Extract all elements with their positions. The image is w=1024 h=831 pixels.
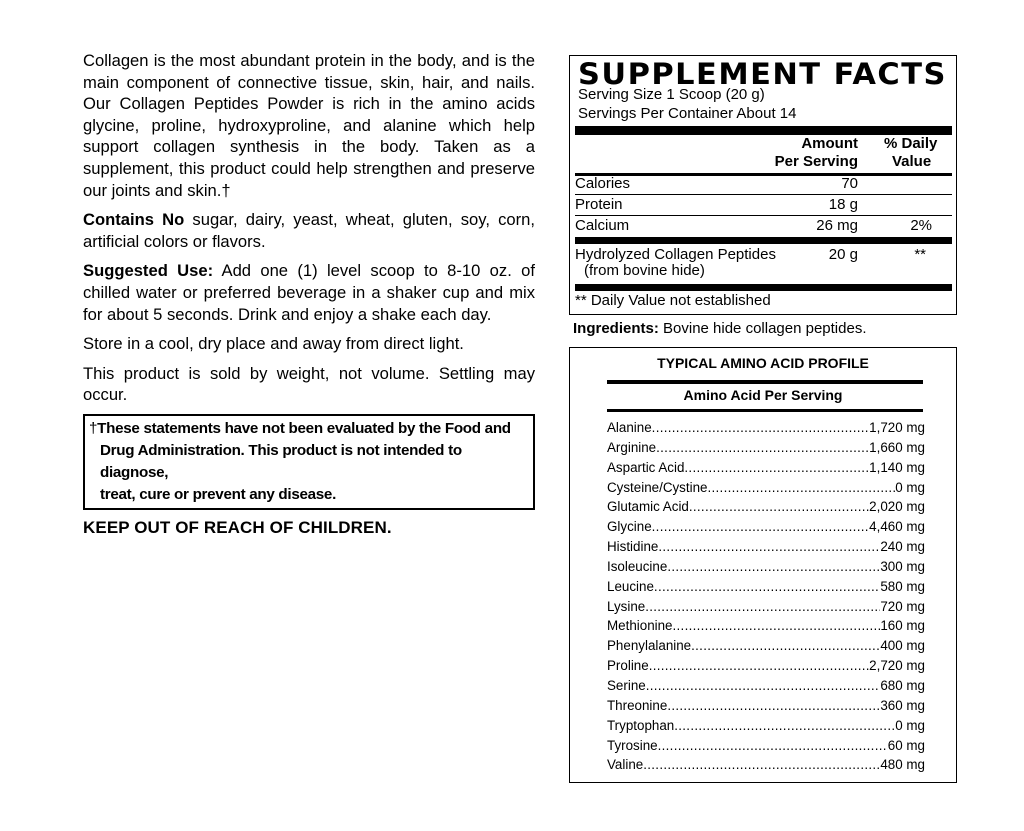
amino-acid-row	[607, 559, 925, 579]
amino-acid-value: 680 mg	[880, 677, 925, 693]
amino-acid-value: 720 mg	[880, 598, 925, 614]
row-divider	[575, 194, 952, 195]
amino-acid-name: Tyrosine	[607, 737, 658, 753]
amino-acid-name: Lysine	[607, 598, 646, 614]
dot-leader	[707, 480, 895, 495]
amino-acid-row	[607, 420, 925, 440]
amino-acid-list	[607, 420, 925, 777]
collagen-dv: **	[914, 246, 926, 263]
dot-leader	[645, 599, 880, 614]
amino-acid-value: 360 mg	[880, 697, 925, 713]
amino-acid-value: 1,140 mg	[869, 459, 925, 475]
disclaimer-line-3: treat, cure or prevent any disease.	[100, 485, 336, 503]
dot-leader	[649, 658, 869, 673]
dot-leader	[652, 420, 869, 435]
dot-leader	[689, 499, 869, 514]
amino-acid-name: Valine	[607, 757, 644, 773]
amino-acid-row	[607, 499, 925, 519]
dot-leader	[646, 678, 881, 693]
amino-divider-bottom	[607, 409, 923, 412]
dot-leader	[658, 539, 880, 554]
amount-header-line-2: Per Serving	[774, 153, 858, 170]
fda-disclaimer-box	[83, 414, 535, 510]
weight-note-paragraph: This product is sold by weight, not volume. Settling may occur.	[83, 363, 535, 405]
suggested-use-label: Suggested Use:	[83, 261, 214, 281]
daily-value-footnote: ** Daily Value not established	[575, 292, 771, 309]
contains-text: sugar, dairy, yeast, wheat, gluten, soy, corn, artificial colors or flavors.	[83, 210, 535, 251]
suggested-use-paragraph	[83, 260, 535, 325]
intro-paragraph: Collagen is the most abundant protein in the body, and is the main component of connective tissue, skin, hair, and nails. Our Collagen Peptides Powder is rich in the amino acids glycine, proline, hydroxyproline, and alanine which help support collagen synthesis in the body. Taken as a supplement, this product could help strengthen and preserve our joints and skin.†	[83, 51, 535, 200]
contains-paragraph	[83, 209, 535, 252]
dot-leader	[643, 757, 880, 772]
amino-acid-row	[607, 638, 925, 658]
amino-acid-name: Methionine	[607, 618, 673, 634]
amino-acid-name: Isoleucine	[607, 558, 668, 574]
ingredients-text: Bovine hide collagen peptides.	[658, 320, 867, 337]
dot-leader	[673, 618, 881, 633]
collagen-name-line-2: (from bovine hide)	[584, 262, 705, 279]
amino-acid-value: 160 mg	[880, 618, 925, 634]
row-calories-name: Calories	[575, 175, 631, 192]
amino-acid-value: 580 mg	[880, 578, 925, 594]
amino-divider-top	[607, 380, 923, 384]
amino-acid-name: Proline	[607, 658, 649, 674]
amino-acid-row	[607, 658, 925, 678]
amino-acid-row	[607, 678, 925, 698]
amino-acid-value: 300 mg	[880, 558, 925, 574]
dot-leader	[691, 638, 880, 653]
amino-acid-name: Alanine	[607, 420, 652, 435]
contains-label: Contains No	[83, 210, 185, 230]
amino-acid-name: Threonine	[607, 697, 668, 713]
collagen-amount: 20 g	[828, 246, 858, 263]
row-calcium-dv: 2%	[910, 217, 932, 234]
row-divider	[575, 215, 952, 216]
daily-value-header-line-1: % Daily	[884, 135, 938, 152]
amino-acid-value: 0 mg	[895, 479, 925, 495]
amino-acid-value: 0 mg	[895, 717, 925, 733]
thick-divider-bottom	[575, 284, 952, 291]
amino-acid-row	[607, 440, 925, 460]
amino-acid-name: Leucine	[607, 578, 654, 594]
amino-acid-value: 1,660 mg	[869, 439, 925, 455]
serving-size: Serving Size 1 Scoop (20 g)	[578, 86, 765, 103]
daily-value-header-line-2: Value	[892, 153, 932, 170]
amount-header-line-1: Amount	[801, 135, 858, 152]
amino-acid-value: 4,460 mg	[869, 519, 925, 535]
row-protein-amount: 18 g	[828, 196, 858, 213]
amino-acid-name: Glycine	[607, 519, 652, 535]
suggested-use-text: Add one (1) level scoop to 8-10 oz. of chilled water or preferred beverage in a shaker cup and mix for about 5 seconds. Drink and enjoy a shake each day.	[83, 261, 535, 324]
dot-leader	[656, 440, 869, 455]
amino-acid-name: Serine	[607, 677, 646, 693]
dot-leader	[674, 718, 895, 733]
supplement-facts-title: SUPPLEMENT FACTS	[578, 57, 947, 91]
dot-leader	[654, 579, 880, 594]
ingredients-line	[573, 320, 867, 337]
amino-acid-row	[607, 519, 925, 539]
amino-acid-name: Aspartic Acid	[607, 459, 685, 475]
thick-divider-middle	[575, 237, 952, 244]
amino-acid-name: Histidine	[607, 539, 659, 555]
disclaimer-line-2: Drug Administration. This product is not intended to diagnose,	[100, 441, 462, 481]
amino-acid-value: 1,720 mg	[869, 420, 925, 435]
amino-acid-row	[607, 738, 925, 758]
amino-acid-name: Tryptophan	[607, 717, 675, 733]
thick-divider-top	[575, 126, 952, 135]
collagen-name-line-1: Hydrolyzed Collagen Peptides	[575, 246, 776, 263]
amino-acid-value: 480 mg	[880, 757, 925, 773]
amino-acid-value: 400 mg	[880, 638, 925, 654]
row-calories-amount: 70	[841, 175, 858, 192]
dot-leader	[658, 738, 888, 753]
amino-acid-row	[607, 618, 925, 638]
keep-out-warning: KEEP OUT OF REACH OF CHILDREN.	[83, 517, 392, 537]
amino-acid-value: 240 mg	[880, 539, 925, 555]
disclaimer-line-1: These statements have not been evaluated by the Food and	[97, 419, 511, 437]
amino-acid-value: 2,020 mg	[869, 499, 925, 515]
amino-acid-row	[607, 757, 925, 777]
supplement-facts-panel	[569, 55, 957, 315]
product-description	[83, 50, 535, 538]
dot-leader	[667, 698, 880, 713]
amino-acid-value: 60 mg	[887, 737, 925, 753]
amino-acid-profile-panel	[569, 347, 957, 783]
amino-profile-title: TYPICAL AMINO ACID PROFILE	[657, 355, 869, 371]
amino-acid-row	[607, 698, 925, 718]
amino-acid-row	[607, 539, 925, 559]
amino-acid-name: Arginine	[607, 439, 657, 455]
dot-leader	[684, 460, 869, 475]
amino-acid-value: 2,720 mg	[869, 658, 925, 674]
dagger-mark: †	[89, 419, 98, 437]
storage-paragraph: Store in a cool, dry place and away from direct light.	[83, 334, 464, 354]
amino-acid-row	[607, 579, 925, 599]
amino-acid-row	[607, 460, 925, 480]
dot-leader	[652, 519, 870, 534]
servings-per-container: Servings Per Container About 14	[578, 105, 797, 122]
amino-acid-row	[607, 480, 925, 500]
dot-leader	[667, 559, 880, 574]
amino-acid-name: Cysteine/Cystine	[607, 479, 708, 495]
amino-acid-row	[607, 718, 925, 738]
amino-acid-name: Phenylalanine	[607, 638, 692, 654]
amino-acid-row	[607, 599, 925, 619]
amino-acid-name: Glutamic Acid	[607, 499, 689, 515]
row-protein-name: Protein	[575, 196, 623, 213]
amino-profile-subtitle: Amino Acid Per Serving	[683, 387, 843, 403]
divider-under-header	[575, 173, 952, 176]
row-calcium-name: Calcium	[575, 217, 630, 234]
row-calcium-amount: 26 mg	[816, 217, 858, 234]
ingredients-label: Ingredients:	[573, 320, 659, 337]
